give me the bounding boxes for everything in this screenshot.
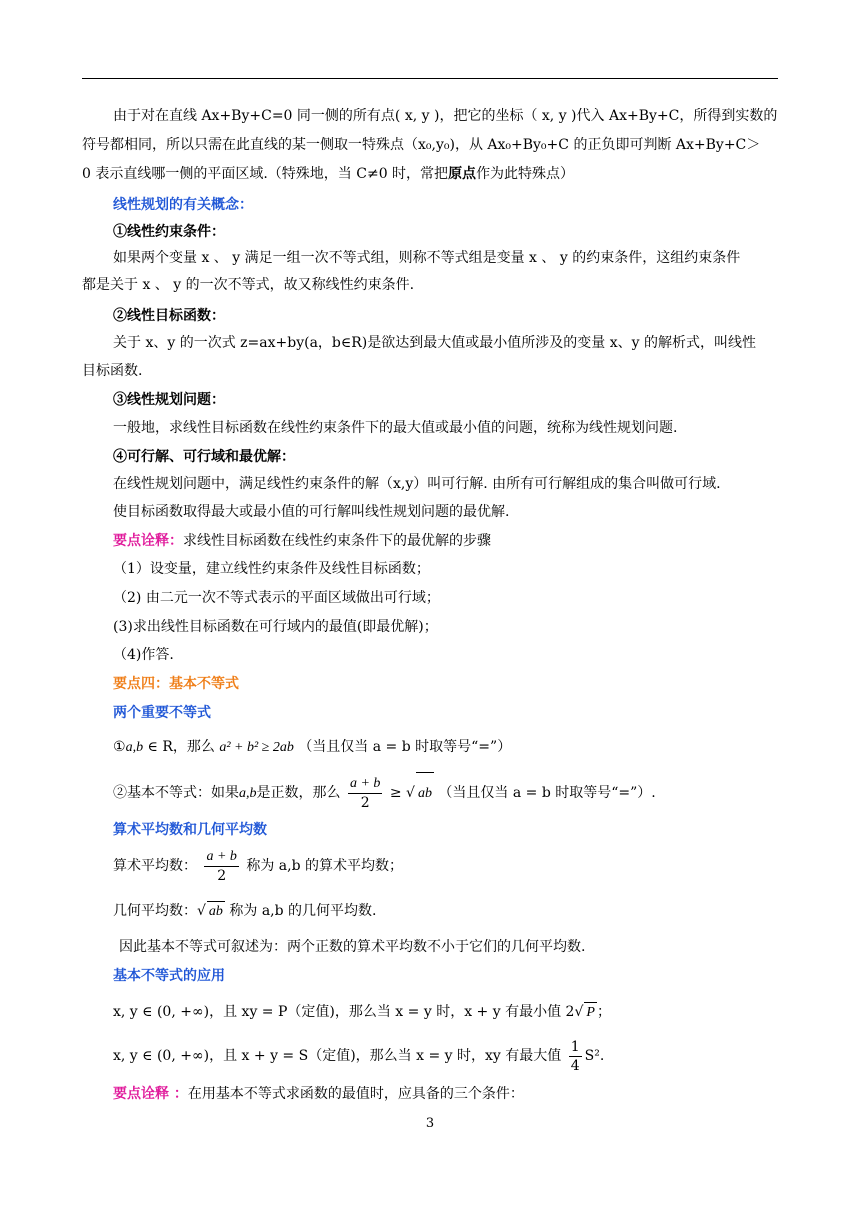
step-3: (3)求出线性目标函数在可行域内的最值(即最优解)； xyxy=(113,619,438,635)
step-4: （4)作答. xyxy=(113,647,174,663)
ineq2-mid: 是正数，那么 xyxy=(256,785,341,801)
inequality-2: ②基本不等式：如果a,b是正数，那么 $\frac{a + b}{2}$ ≥ √ ab （当且仅当 a = b 时取等号“=”）. xyxy=(113,772,656,815)
conclusion: 因此基本不等式可叙述为：两个正数的算术平均数不小于它们的几何平均数. xyxy=(119,939,586,955)
two-inequalities-title: 两个重要不等式 xyxy=(113,705,211,721)
inequality-1 xyxy=(113,737,511,758)
am-fraction xyxy=(204,848,238,885)
concept-3-text-1: 一般地，求线性目标函数在线性约束条件下的最大值或最小值的问题，统称为线性规划问题. xyxy=(113,420,678,436)
app2-denominator: 4 xyxy=(570,1057,580,1074)
concept-2-title: ②线性目标函数： xyxy=(113,308,225,324)
ineq1-note: （当且仅当 a = b 时取等号“=”） xyxy=(298,739,512,755)
keypoint-note-2-text: 在用基本不等式求函数的最值时，应具备的三个条件： xyxy=(187,1086,524,1102)
intro-line-1: 由于对在直线 Ax+By+C=0 同一侧的所有点( x, y )，把它的坐标（ x, y )代入 Ax+By+C，所得到实数的 xyxy=(113,108,778,124)
ineq2-numerator: a + b xyxy=(348,775,382,794)
intro-line-3 xyxy=(82,164,574,184)
section-lp-title: 线性规划的有关概念： xyxy=(113,197,253,213)
am-label: 算术平均数： xyxy=(113,858,197,874)
gm-sqrt: ab xyxy=(207,901,225,922)
concept-4-text-2: 使目标函数取得最大或最小值的可行解叫线性规划问题的最优解. xyxy=(113,504,510,520)
ineq1-in-r: ∈ R，那么 xyxy=(147,739,215,755)
app1-pre: x, y ∈ (0, +∞)，且 xy = P（定值)，那么当 x = y 时，x + y 有最小值 2 xyxy=(113,1004,575,1020)
app2-fraction xyxy=(569,1038,582,1075)
am-denominator: 2 xyxy=(217,867,227,884)
ineq1-expr: a² + b² ≥ 2ab xyxy=(219,740,294,755)
step-1: （1）设变量，建立线性约束条件及线性目标函数； xyxy=(113,561,430,577)
am-numerator: a + b xyxy=(204,848,238,867)
intro-line-3-pre: 0 表示直线哪一侧的平面区域.（特殊地，当 C≠0 时，常把 xyxy=(82,166,449,182)
keypoint-note-2-label: 要点诠释 ： xyxy=(113,1086,188,1102)
intro-line-2: 符号都相同，所以只需在此直线的某一侧取一特殊点（x₀,y₀)，从 Ax₀+By₀+C 的正负即可判断 Ax+By+C＞ xyxy=(82,137,761,153)
ineq1-prefix: ① xyxy=(113,739,126,755)
ineq2-fraction xyxy=(348,775,382,812)
app2-numerator: 1 xyxy=(570,1038,580,1055)
keypoint-note-1-text: 求线性目标函数在线性约束条件下的最优解的步骤 xyxy=(183,533,491,549)
concept-2-text-1: 关于 x、y 的一次式 z=ax+by(a，b∈R)是欲达到最大值或最小值所涉及的变量 x、y 的解析式，叫线性 xyxy=(113,335,756,351)
concept-2-text-2: 目标函数. xyxy=(82,363,143,379)
app2-pre: x, y ∈ (0, +∞)，且 x + y = S（定值)，那么当 x = y 时，xy 有最大值 xyxy=(113,1048,562,1064)
intro-origin-bold: 原点 xyxy=(448,166,477,182)
section-4-title: 要点四：基本不等式 xyxy=(113,676,239,692)
app1-post: ； xyxy=(596,1004,611,1020)
app2-post: S². xyxy=(584,1048,605,1064)
keypoint-note-2 xyxy=(113,1084,524,1104)
gm-label: 几何平均数： xyxy=(113,903,197,919)
keypoint-note-1-label: 要点诠释： xyxy=(113,533,183,549)
ineq2-sqrt: ab xyxy=(416,772,434,815)
application-title: 基本不等式的应用 xyxy=(113,968,225,984)
concept-4-text-1: 在线性规划问题中，满足线性约束条件的解（x,y）叫可行解. 由所有可行解组成的集合叫做可行域. xyxy=(113,476,721,492)
gm-text: 称为 a,b 的几何平均数. xyxy=(229,903,377,919)
ineq2-note: （当且仅当 a = b 时取等号“=”）. xyxy=(438,785,656,801)
step-2: （2) 由二元一次不等式表示的平面区域做出可行域； xyxy=(113,590,440,606)
ineq1-vars: a,b xyxy=(125,740,144,755)
ineq2-vars: a,b xyxy=(239,786,257,801)
app1-sqrt: P xyxy=(584,1002,597,1023)
concept-1-text-1: 如果两个变量 x 、 y 满足一组一次不等式组，则称不等式组是变量 x 、 y 的约束条件，这组约束条件 xyxy=(113,250,741,266)
intro-line-3-post: 作为此特殊点） xyxy=(476,166,575,182)
application-1: x, y ∈ (0, +∞)，且 xy = P（定值)，那么当 x = y 时，x + y 有最小值 2√ P ； xyxy=(113,1002,611,1023)
means-title: 算术平均数和几何平均数 xyxy=(113,822,267,838)
ineq2-ge: ≥ xyxy=(389,785,402,801)
concept-1-text-2: 都是关于 x 、 y 的一次不等式，故又称线性约束条件. xyxy=(82,277,415,293)
header-rule xyxy=(82,78,778,79)
ineq2-denominator: 2 xyxy=(360,794,370,811)
page-number: 3 xyxy=(425,1116,435,1131)
concept-4-title: ④可行解、可行域和最优解： xyxy=(113,449,295,465)
ineq2-prefix: ②基本不等式：如果 xyxy=(113,785,239,801)
am-text: 称为 a,b 的算术平均数； xyxy=(246,858,404,874)
concept-1-title: ①线性约束条件： xyxy=(113,224,225,240)
keypoint-note-1 xyxy=(113,531,491,551)
geometric-mean-line: 几何平均数：√ ab 称为 a,b 的几何平均数. xyxy=(113,901,376,922)
arithmetic-mean-line xyxy=(113,846,403,886)
concept-3-title: ③线性规划问题： xyxy=(113,392,225,408)
application-2 xyxy=(113,1036,604,1076)
